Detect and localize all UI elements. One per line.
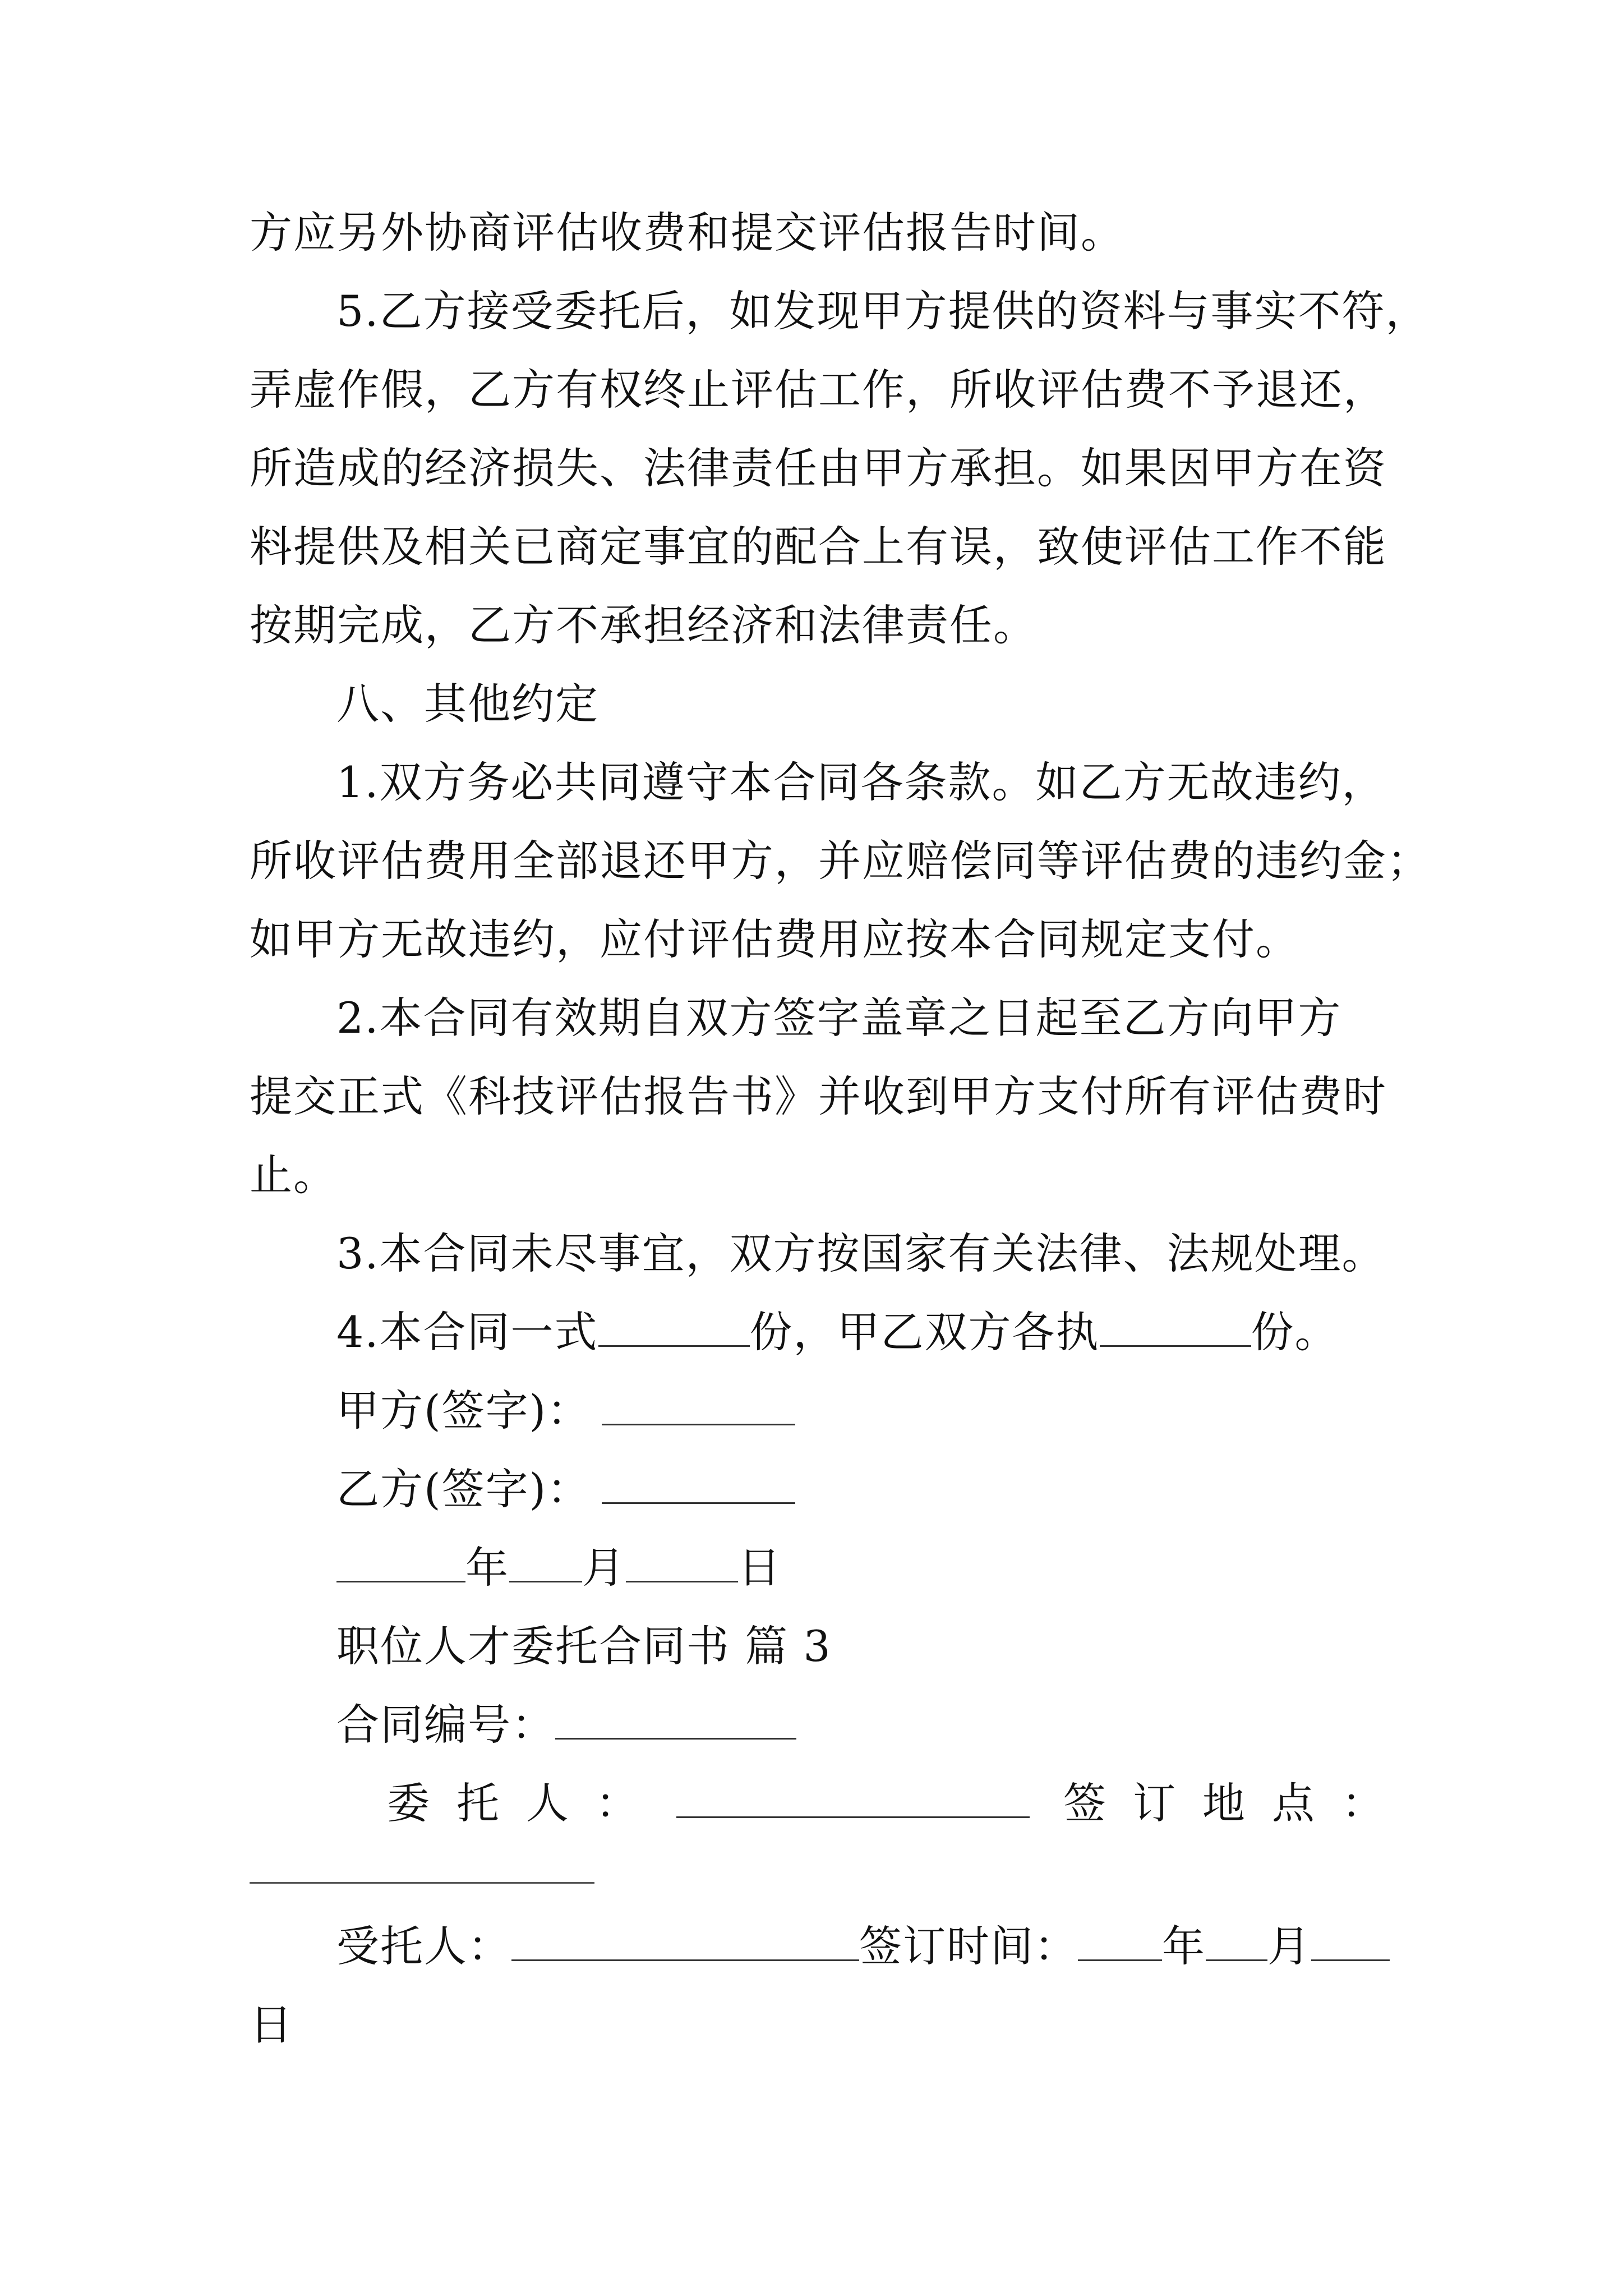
copies-suffix: 份。 [1251, 1307, 1339, 1357]
contract-number-blank [555, 1699, 796, 1740]
sign-time-label: 签订时间： [859, 1921, 1078, 1971]
party-b-signature-line [336, 1461, 795, 1517]
paragraph-line: 提交正式《科技评估报告书》并收到甲方支付所有评估费时 [250, 1071, 1387, 1121]
party-a-signature-blank [602, 1384, 795, 1425]
client-label: 委托人： [387, 1778, 665, 1828]
copies-prefix: 4.本合同一式 [336, 1307, 598, 1357]
party-a-signature-line [336, 1383, 795, 1439]
sign-time-day-blank [1311, 1920, 1390, 1961]
contract-number-label: 合同编号： [336, 1700, 555, 1750]
date-line [336, 1540, 782, 1596]
paragraph-line: 所造成的经济损失、法律责任由甲方承担。如果因甲方在资 [250, 443, 1387, 493]
day-label: 日 [738, 1543, 782, 1593]
year-blank [336, 1542, 465, 1582]
client-line [387, 1775, 1411, 1832]
paragraph-line: 如甲方无故违约，应付评估费用应按本合同规定支付。 [250, 914, 1299, 964]
sign-time-month: 月 [1267, 1921, 1311, 1971]
copies-line [336, 1304, 1339, 1360]
paragraph-line: 料提供及相关已商定事宜的配合上有误，致使评估工作不能 [250, 522, 1387, 572]
paragraph-line: 3.本合同未尽事宜，双方按国家有关法律、法规处理。 [336, 1228, 1386, 1278]
party-b-signature-blank [602, 1463, 795, 1504]
copies-total-blank [598, 1306, 750, 1347]
sign-time-year-blank [1078, 1920, 1162, 1961]
party-b-label: 乙方(签字)： [336, 1464, 591, 1514]
sign-place-blank [250, 1882, 594, 1884]
paragraph-line: 按期完成，乙方不承担经济和法律责任。 [250, 600, 1037, 650]
party-a-label: 甲方(签字)： [336, 1386, 591, 1435]
paragraph-line: 1.双方务必共同遵守本合同各条款。如乙方无故违约， [336, 757, 1386, 807]
sign-place-label: 签订地点： [1063, 1778, 1411, 1828]
client-blank [676, 1777, 1030, 1818]
trustee-label: 受托人： [336, 1921, 511, 1971]
month-blank [509, 1542, 582, 1582]
copies-mid: 份，甲乙双方各执 [749, 1307, 1100, 1357]
section-heading: 八、其他约定 [336, 679, 599, 729]
paragraph-line: 止。 [250, 1150, 337, 1200]
month-label: 月 [582, 1543, 626, 1593]
paragraph-line: 弄虚作假，乙方有权终止评估工作，所收评估费不予退还， [250, 365, 1387, 415]
sign-time-day-line: 日 [250, 2000, 293, 2050]
section-title: 职位人才委托合同书 篇 3 [336, 1621, 832, 1671]
trustee-blank [511, 1920, 859, 1961]
year-label: 年 [465, 1543, 509, 1593]
paragraph-line: 方应另外协商评估收费和提交评估报告时间。 [250, 208, 1124, 257]
contract-number-line [336, 1697, 796, 1753]
sign-time-year: 年 [1162, 1921, 1206, 1971]
trustee-line [336, 1918, 1390, 1975]
paragraph-line: 2.本合同有效期自双方签字盖章之日起至乙方向甲方 [336, 993, 1342, 1043]
paragraph-line: 5.乙方接受委托后，如发现甲方提供的资料与事实不符， [336, 286, 1430, 336]
day-blank [626, 1542, 738, 1582]
sign-time-month-blank [1206, 1920, 1267, 1961]
paragraph-line: 所收评估费用全部退还甲方，并应赔偿同等评估费的违约金； [250, 836, 1431, 886]
copies-each-blank [1100, 1306, 1251, 1347]
